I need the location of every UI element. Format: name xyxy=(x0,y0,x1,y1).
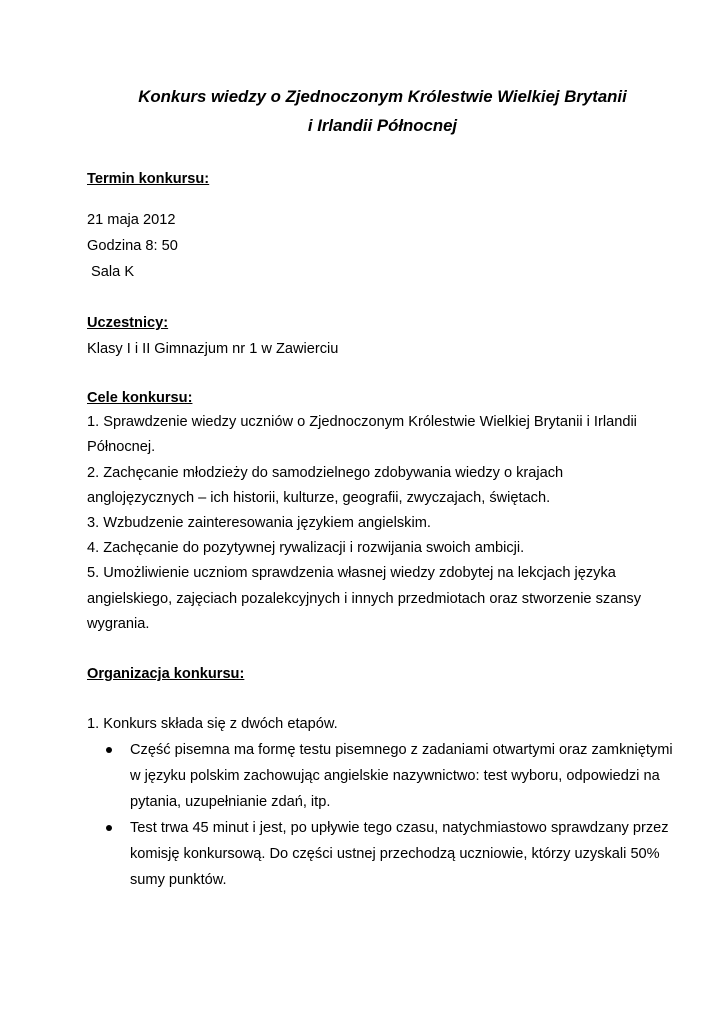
cele-line: Północnej. xyxy=(87,439,156,455)
cele-heading: Cele konkursu: xyxy=(87,390,193,406)
bullet-2-line: sumy punktów. xyxy=(130,872,227,888)
document-title-line-1: Konkurs wiedzy o Zjednoczonym Królestwie Wielkiej Brytanii xyxy=(138,87,627,106)
cele-line: wygrania. xyxy=(87,616,150,632)
bullet-icon xyxy=(106,825,112,831)
cele-line: 1. Sprawdzenie wiedzy uczniów o Zjednoczonym Królestwie Wielkiej Brytanii i Irlandii xyxy=(87,414,637,430)
organizacja-intro: 1. Konkurs składa się z dwóch etapów. xyxy=(87,716,338,732)
bullet-icon xyxy=(106,747,112,753)
bullet-2-line: komisję konkursową. Do części ustnej przechodzą uczniowie, którzy uzyskali 50% xyxy=(130,846,660,862)
cele-line: anglojęzycznych – ich historii, kulturze, geografii, zwyczajach, świętach. xyxy=(87,490,551,506)
cele-line: 2. Zachęcanie młodzieży do samodzielnego zdobywania wiedzy o krajach xyxy=(87,465,564,481)
uczestnicy-heading: Uczestnicy: xyxy=(87,315,169,331)
organizacja-heading: Organizacja konkursu: xyxy=(87,666,245,682)
cele-line: 3. Wzbudzenie zainteresowania językiem angielskim. xyxy=(87,515,431,531)
termin-time: Godzina 8: 50 xyxy=(87,238,178,254)
termin-room: Sala K xyxy=(87,264,135,280)
cele-line: 4. Zachęcanie do pozytywnej rywalizacji i rozwijania swoich ambicji. xyxy=(87,540,525,556)
bullet-1-line: pytania, uzupełnianie zdań, itp. xyxy=(130,794,331,810)
termin-date: 21 maja 2012 xyxy=(87,212,176,228)
bullet-2-line: Test trwa 45 minut i jest, po upływie tego czasu, natychmiastowo sprawdzany przez xyxy=(130,820,669,836)
cele-line: angielskiego, zajęciach pozalekcyjnych i innych przedmiotach oraz stworzenie szansy xyxy=(87,591,642,607)
uczestnicy-text: Klasy I i II Gimnazjum nr 1 w Zawierciu xyxy=(87,341,339,357)
document-title-line-2: i Irlandii Północnej xyxy=(307,116,458,135)
bullet-1-line: Część pisemna ma formę testu pisemnego z zadaniami otwartymi oraz zamkniętymi xyxy=(130,742,673,758)
bullet-1-line: w języku polskim zachowując angielskie nazywnictwo: test wyboru, odpowiedzi na xyxy=(130,768,660,784)
cele-line: 5. Umożliwienie uczniom sprawdzenia własnej wiedzy zdobytej na lekcjach języka xyxy=(87,565,616,581)
termin-heading: Termin konkursu: xyxy=(87,171,210,187)
